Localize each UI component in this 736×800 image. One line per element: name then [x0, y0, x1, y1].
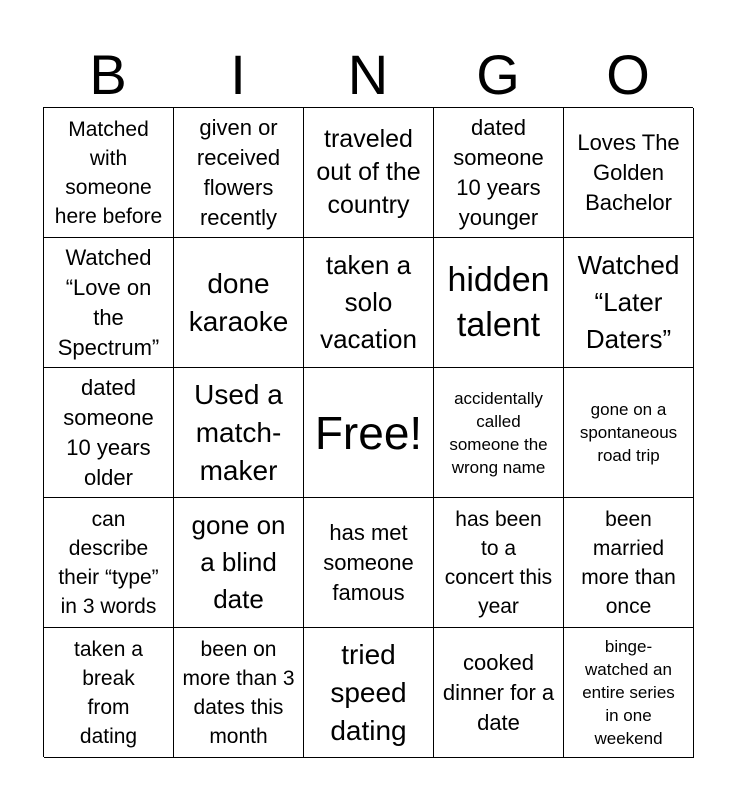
cell-text: Loves The Golden Bachelor [577, 129, 680, 215]
cell-text: binge-watched an entire series in one weekend [582, 637, 675, 748]
cell-text: traveled out of the country [316, 125, 421, 219]
bingo-cell-b5[interactable] [44, 628, 174, 758]
cell-text: can describe their “type” in 3 words [58, 507, 159, 618]
cell-text: been on more than 3 dates this month [182, 637, 295, 748]
cell-text: dated someone 10 years younger [453, 114, 544, 230]
header-letter-b: B [89, 43, 127, 106]
bingo-cell-g5[interactable] [434, 628, 564, 758]
header-letter-g: G [476, 43, 520, 106]
cell-text: taken a break from dating [74, 637, 143, 748]
bingo-cell-i4[interactable] [174, 498, 304, 628]
cell-text: been married more than once [581, 507, 676, 618]
cell-text: Matched with someone here before [54, 117, 163, 228]
header-letter-i: I [230, 43, 246, 106]
cell-text: tried speed dating [330, 638, 407, 746]
bingo-cell-n4[interactable] [304, 498, 434, 628]
free-space-text: Free! [314, 406, 423, 459]
cell-text: has met someone famous [323, 519, 414, 605]
bingo-cell-g2[interactable] [434, 238, 564, 368]
header-letter-n: N [347, 43, 389, 106]
bingo-cell-i1[interactable] [174, 108, 304, 238]
cell-text: dated someone 10 years older [63, 374, 154, 490]
cell-text: gone on a spontaneous road trip [579, 400, 678, 465]
bingo-cell-o1[interactable] [564, 108, 694, 238]
cell-text: Used a match-maker [194, 378, 283, 486]
bingo-cell-g3[interactable] [434, 368, 564, 498]
bingo-cell-o4[interactable] [564, 498, 694, 628]
bingo-cell-i5[interactable] [174, 628, 304, 758]
header-letter-o: O [606, 43, 650, 106]
bingo-cell-b1[interactable] [44, 108, 174, 238]
bingo-cell-g1[interactable] [434, 108, 564, 238]
cell-text: taken a solo vacation [320, 250, 417, 354]
bingo-cell-o3[interactable] [564, 368, 694, 498]
cell-text: given or received flowers recently [196, 114, 281, 230]
bingo-cell-b2[interactable] [44, 238, 174, 368]
cell-text: hidden talent [447, 260, 550, 344]
bingo-cell-i2[interactable] [174, 238, 304, 368]
cell-text: gone on a blind date [191, 510, 286, 614]
cell-text: Watched “Love on the Spectrum” [57, 244, 160, 360]
bingo-cell-n1[interactable] [304, 108, 434, 238]
bingo-cell-n5[interactable] [304, 628, 434, 758]
cell-text: Watched “Later Daters” [577, 250, 680, 354]
bingo-cell-b3[interactable] [44, 368, 174, 498]
bingo-header [43, 42, 693, 108]
cell-text: cooked dinner for a date [442, 649, 555, 735]
bingo-cell-o2[interactable] [564, 238, 694, 368]
bingo-cell-i3[interactable] [174, 368, 304, 498]
cell-text: has been to a concert this year [444, 507, 553, 618]
cell-text: accidentally called someone the wrong name [449, 388, 548, 477]
bingo-cell-b4[interactable] [44, 498, 174, 628]
bingo-cell-o5[interactable] [564, 628, 694, 758]
bingo-cell-g4[interactable] [434, 498, 564, 628]
bingo-cell-n3-free[interactable] [304, 368, 434, 498]
bingo-board [43, 107, 693, 757]
bingo-cell-n2[interactable] [304, 238, 434, 368]
cell-text: done karaoke [188, 267, 289, 337]
